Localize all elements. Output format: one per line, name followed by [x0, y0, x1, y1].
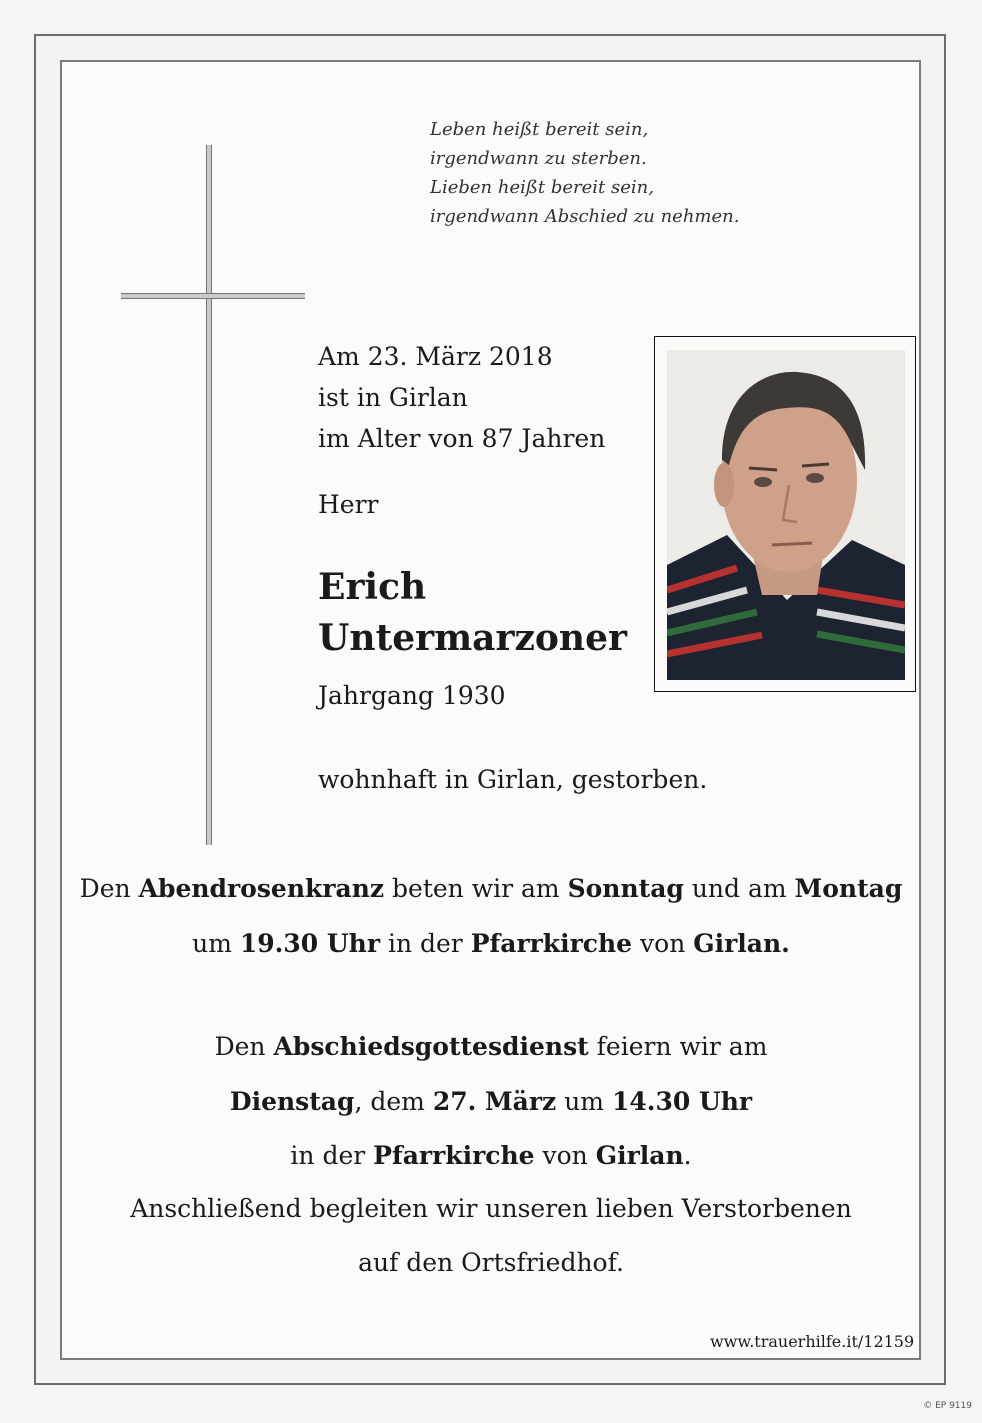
- website-link[interactable]: www.trauerhilfe.it/12159: [710, 1332, 915, 1351]
- deceased-name: [318, 562, 627, 664]
- text-span: von: [632, 929, 694, 958]
- text-span: und am: [683, 874, 795, 903]
- poem-line: Leben heißt bereit sein,: [430, 119, 649, 140]
- poem-line: irgendwann zu sterben.: [430, 148, 647, 169]
- cross-bar: [121, 293, 305, 299]
- text-span: um: [192, 929, 240, 958]
- poem-line: Lieben heißt bereit sein,: [430, 177, 654, 198]
- service-time: 14.30 Uhr: [611, 1087, 753, 1116]
- day-monday: Montag: [794, 874, 903, 903]
- rosary-line-1: [0, 874, 982, 903]
- text-span: Den: [79, 874, 139, 903]
- rosary-line-2: [0, 929, 982, 958]
- service-day: Dienstag: [229, 1087, 355, 1116]
- rosary-time: 19.30 Uhr: [239, 929, 381, 958]
- service-line-3: [0, 1141, 982, 1170]
- day-sunday: Sonntag: [567, 874, 684, 903]
- text-span: Den: [214, 1032, 274, 1061]
- portrait-photo: [667, 350, 905, 680]
- burial-line-1: Anschließend begleiten wir unseren lieben Verstorbenen: [130, 1194, 852, 1223]
- church: Pfarrkirche: [470, 929, 633, 958]
- text-span: , dem: [354, 1087, 433, 1116]
- text-span: feiern wir am: [588, 1032, 768, 1061]
- service-date: 27. März: [432, 1087, 557, 1116]
- service-line-2: [0, 1087, 982, 1116]
- text-span: in der: [380, 929, 471, 958]
- service-label: Abschiedsgottesdienst: [273, 1032, 589, 1061]
- poem-line: irgendwann Abschied zu nehmen.: [430, 206, 740, 227]
- first-name: Erich: [318, 566, 427, 608]
- intro-date: Am 23. März 2018: [318, 342, 553, 371]
- text-span: beten wir am: [384, 874, 568, 903]
- last-name: Untermarzoner: [318, 617, 627, 659]
- service-line-1: [0, 1032, 982, 1061]
- portrait-frame: [654, 336, 916, 692]
- birth-year: Jahrgang 1930: [318, 681, 506, 710]
- intro-text: [318, 336, 605, 459]
- church: Pfarrkirche: [373, 1141, 535, 1170]
- poem: [430, 115, 739, 231]
- place: Girlan: [595, 1141, 684, 1170]
- text-span: um: [556, 1087, 612, 1116]
- intro-place: ist in Girlan: [318, 383, 468, 412]
- place: Girlan.: [693, 929, 790, 958]
- cross-icon: [206, 145, 212, 845]
- text-span: .: [683, 1141, 692, 1170]
- print-code: © EP 9119: [923, 1401, 972, 1411]
- salutation: Herr: [318, 490, 379, 519]
- residence: wohnhaft in Girlan, gestorben.: [318, 765, 708, 794]
- burial-line-2: auf den Ortsfriedhof.: [358, 1248, 624, 1277]
- intro-age: im Alter von 87 Jahren: [318, 424, 606, 453]
- text-span: in der: [290, 1141, 374, 1170]
- text-span: von: [534, 1141, 596, 1170]
- rosary-label: Abendrosenkranz: [138, 874, 385, 903]
